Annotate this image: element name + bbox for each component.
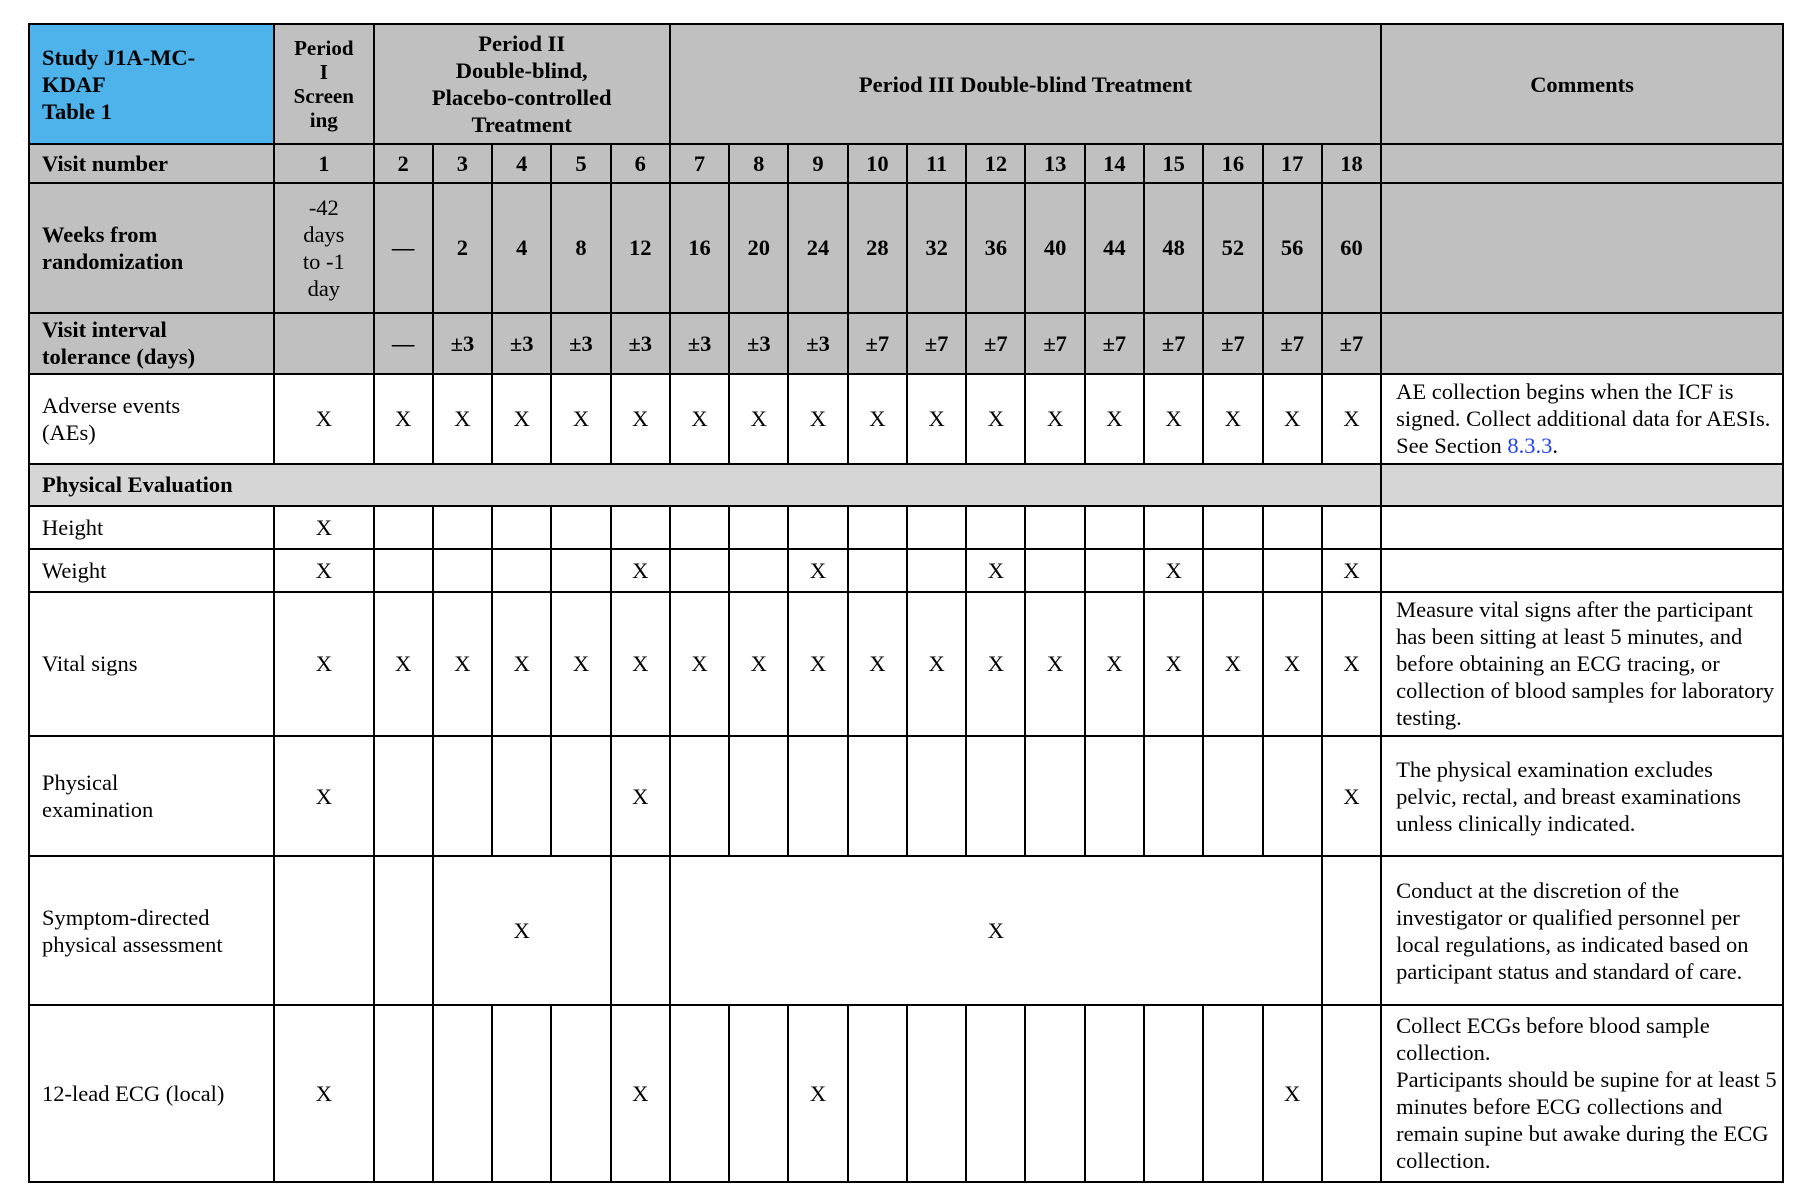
symptom-directed-comment: Conduct at the discretion of the investigator or qualified personnel per local regulations, as indicated based on participant status and standard of care. bbox=[1381, 856, 1783, 1005]
ecg-label: 12-lead ECG (local) bbox=[29, 1005, 274, 1182]
period-3-header: Period III Double-blind Treatment bbox=[670, 24, 1381, 144]
ecg-comment bbox=[1381, 1005, 1783, 1182]
weeks-cell: 4 bbox=[492, 183, 551, 313]
weeks-cell: 36 bbox=[966, 183, 1025, 313]
activity-mark: X bbox=[274, 592, 373, 736]
weeks-cell: 12 bbox=[611, 183, 670, 313]
vital-signs-comment: Measure vital signs after the participant has been sitting at least 5 minutes, and before obtaining an ECG tracing, or collection of blood samples for laboratory testing. bbox=[1381, 592, 1783, 736]
activity-mark: X bbox=[551, 374, 610, 464]
activity-mark: X bbox=[433, 856, 611, 1005]
weeks-cell: 28 bbox=[848, 183, 907, 313]
activity-mark: X bbox=[1144, 592, 1203, 736]
period-2-line1: Period II bbox=[478, 31, 566, 57]
activity-mark: X bbox=[433, 374, 492, 464]
visit-number-cell: 15 bbox=[1144, 144, 1203, 183]
visit-number-cell: 16 bbox=[1203, 144, 1262, 183]
activity-mark: X bbox=[788, 592, 847, 736]
activity-mark: X bbox=[492, 374, 551, 464]
weeks-row bbox=[29, 183, 1783, 313]
activity-mark: X bbox=[966, 374, 1025, 464]
activity-mark: X bbox=[1203, 374, 1262, 464]
weeks-screening-line4: day bbox=[307, 275, 341, 301]
visit-number-cell: 11 bbox=[907, 144, 966, 183]
ecg-comment-line1: Collect ECGs before blood sample collection. bbox=[1396, 1013, 1710, 1066]
activity-mark: X bbox=[1203, 592, 1262, 736]
tolerance-cell: ±7 bbox=[1203, 313, 1262, 374]
physical-evaluation-section-row bbox=[29, 464, 1783, 507]
period-1-header bbox=[274, 24, 373, 144]
height-row bbox=[29, 506, 1783, 549]
visit-number-cell: 13 bbox=[1025, 144, 1084, 183]
ecg-row bbox=[29, 1005, 1783, 1182]
activity-mark: X bbox=[670, 856, 1322, 1005]
activity-mark: X bbox=[274, 374, 373, 464]
physical-examination-label-line1: Physical bbox=[42, 770, 119, 796]
physical-examination-label-line2: examination bbox=[42, 797, 154, 823]
activity-mark: X bbox=[611, 1005, 670, 1182]
tolerance-cell: ±7 bbox=[1322, 313, 1381, 374]
tolerance-label bbox=[29, 313, 274, 374]
symptom-directed-label bbox=[29, 856, 274, 1005]
symptom-directed-label-line1: Symptom-directed bbox=[42, 904, 210, 930]
tolerance-cell: ±7 bbox=[1025, 313, 1084, 374]
section-link[interactable]: 8.3.3 bbox=[1507, 433, 1553, 459]
weeks-cell: 60 bbox=[1322, 183, 1381, 313]
period-2-line3: Placebo-controlled bbox=[431, 85, 612, 111]
weeks-cell: 56 bbox=[1263, 183, 1322, 313]
visit-number-cell: 8 bbox=[729, 144, 788, 183]
weeks-cell: 2 bbox=[433, 183, 492, 313]
visit-number-cell: 4 bbox=[492, 144, 551, 183]
schedule-of-activities-table bbox=[28, 23, 1784, 1183]
weight-row bbox=[29, 549, 1783, 592]
physical-evaluation-heading: Physical Evaluation bbox=[29, 464, 1381, 507]
period-1-line3: Screen bbox=[293, 84, 354, 109]
tolerance-row bbox=[29, 313, 1783, 374]
study-id-line1: Study J1A-MC- bbox=[42, 44, 196, 70]
tolerance-cell: ±3 bbox=[670, 313, 729, 374]
tolerance-comment bbox=[1381, 313, 1783, 374]
weeks-cell: 20 bbox=[729, 183, 788, 313]
symptom-directed-label-line2: physical assessment bbox=[42, 931, 223, 957]
activity-mark: X bbox=[1322, 736, 1381, 856]
activity-mark: X bbox=[433, 592, 492, 736]
weeks-cell: 24 bbox=[788, 183, 847, 313]
activity-mark: X bbox=[1322, 592, 1381, 736]
tolerance-label-line1: Visit interval bbox=[42, 317, 167, 343]
activity-mark: X bbox=[274, 506, 373, 549]
visit-number-cell: 17 bbox=[1263, 144, 1322, 183]
weeks-label-line1: Weeks from bbox=[42, 221, 158, 247]
visit-number-cell: 6 bbox=[611, 144, 670, 183]
tolerance-cell: ±3 bbox=[729, 313, 788, 374]
symptom-directed-row bbox=[29, 856, 1783, 1005]
activity-mark: X bbox=[274, 549, 373, 592]
activity-mark: X bbox=[848, 592, 907, 736]
tolerance-cell: ±3 bbox=[611, 313, 670, 374]
activity-mark: X bbox=[1025, 592, 1084, 736]
activity-mark: X bbox=[374, 374, 433, 464]
weeks-cell: 32 bbox=[907, 183, 966, 313]
activity-mark: X bbox=[1085, 592, 1144, 736]
tolerance-label-line2: tolerance (days) bbox=[42, 344, 196, 370]
adverse-events-label bbox=[29, 374, 274, 464]
adverse-events-row bbox=[29, 374, 1783, 464]
visit-number-cell: 1 bbox=[274, 144, 373, 183]
activity-mark: X bbox=[907, 592, 966, 736]
weight-label: Weight bbox=[29, 549, 274, 592]
weeks-screening-line2: days bbox=[303, 221, 345, 247]
height-comment bbox=[1381, 506, 1783, 549]
activity-mark: X bbox=[788, 1005, 847, 1182]
period-2-line4: Treatment bbox=[471, 112, 572, 138]
vital-signs-row bbox=[29, 592, 1783, 736]
adverse-events-label-line2: (AEs) bbox=[42, 419, 96, 445]
height-label: Height bbox=[29, 506, 274, 549]
activity-mark: X bbox=[848, 374, 907, 464]
weeks-label bbox=[29, 183, 274, 313]
weeks-cell: 44 bbox=[1085, 183, 1144, 313]
tolerance-cell: ±3 bbox=[551, 313, 610, 374]
period-2-line2: Double-blind, bbox=[455, 58, 588, 84]
tolerance-cell: ±7 bbox=[1085, 313, 1144, 374]
activity-mark: X bbox=[1085, 374, 1144, 464]
activity-mark: X bbox=[611, 736, 670, 856]
weight-comment bbox=[1381, 549, 1783, 592]
tolerance-cell: ±3 bbox=[788, 313, 847, 374]
physical-examination-row bbox=[29, 736, 1783, 856]
activity-mark: X bbox=[1263, 374, 1322, 464]
activity-mark: X bbox=[274, 736, 373, 856]
period-1-line1: Period bbox=[294, 35, 354, 60]
adverse-events-label-line1: Adverse events bbox=[42, 392, 181, 418]
activity-mark: X bbox=[670, 592, 729, 736]
visit-number-label: Visit number bbox=[29, 144, 274, 183]
physical-evaluation-comment bbox=[1381, 464, 1783, 507]
activity-mark: X bbox=[611, 374, 670, 464]
activity-mark: X bbox=[1144, 374, 1203, 464]
tolerance-cell: — bbox=[374, 313, 433, 374]
weeks-cell: 52 bbox=[1203, 183, 1262, 313]
activity-mark: X bbox=[966, 592, 1025, 736]
adverse-events-comment-end: . bbox=[1552, 433, 1558, 459]
study-id-line2: KDAF bbox=[42, 71, 106, 97]
activity-mark: X bbox=[1322, 374, 1381, 464]
tolerance-cell: ±7 bbox=[1263, 313, 1322, 374]
visit-number-comment bbox=[1381, 144, 1783, 183]
visit-number-cell: 18 bbox=[1322, 144, 1381, 183]
weeks-cell: 40 bbox=[1025, 183, 1084, 313]
weeks-screening-line1: -42 bbox=[308, 194, 339, 220]
activity-mark: X bbox=[1025, 374, 1084, 464]
activity-mark: X bbox=[1144, 549, 1203, 592]
weeks-comment bbox=[1381, 183, 1783, 313]
physical-examination-comment: The physical examination excludes pelvic, rectal, and breast examinations unless clinically indicated. bbox=[1381, 736, 1783, 856]
activity-mark: X bbox=[374, 592, 433, 736]
weeks-cell: — bbox=[374, 183, 433, 313]
tolerance-screening-cell bbox=[274, 313, 373, 374]
activity-mark: X bbox=[551, 592, 610, 736]
period-1-line2: I bbox=[319, 59, 328, 84]
ecg-comment-line2: Participants should be supine for at least 5 minutes before ECG collections and remain supine but awake during the ECG collection. bbox=[1396, 1067, 1777, 1174]
visit-number-cell: 3 bbox=[433, 144, 492, 183]
activity-mark: X bbox=[274, 1005, 373, 1182]
visit-number-cell: 10 bbox=[848, 144, 907, 183]
adverse-events-comment-text: AE collection begins when the ICF is signed. Collect additional data for AESIs. See Section bbox=[1396, 379, 1771, 459]
weeks-cell: 8 bbox=[551, 183, 610, 313]
period-1-line4: ing bbox=[309, 108, 338, 133]
visit-number-cell: 2 bbox=[374, 144, 433, 183]
vital-signs-label: Vital signs bbox=[29, 592, 274, 736]
activity-mark: X bbox=[1263, 1005, 1322, 1182]
activity-mark: X bbox=[1322, 549, 1381, 592]
activity-mark: X bbox=[611, 549, 670, 592]
activity-mark: X bbox=[1263, 592, 1322, 736]
visit-number-row bbox=[29, 144, 1783, 183]
tolerance-cell: ±7 bbox=[966, 313, 1025, 374]
visit-number-cell: 7 bbox=[670, 144, 729, 183]
weeks-label-line2: randomization bbox=[42, 248, 184, 274]
activity-mark: X bbox=[788, 549, 847, 592]
visit-number-cell: 9 bbox=[788, 144, 847, 183]
activity-mark: X bbox=[670, 374, 729, 464]
activity-mark: X bbox=[907, 374, 966, 464]
activity-mark: X bbox=[729, 592, 788, 736]
tolerance-cell: ±7 bbox=[1144, 313, 1203, 374]
activity-mark: X bbox=[611, 592, 670, 736]
activity-mark: X bbox=[966, 549, 1025, 592]
period-2-header bbox=[374, 24, 670, 144]
activity-mark: X bbox=[492, 592, 551, 736]
weeks-screening-cell bbox=[274, 183, 373, 313]
table-number: Table 1 bbox=[42, 98, 112, 124]
tolerance-cell: ±7 bbox=[907, 313, 966, 374]
tolerance-cell: ±3 bbox=[433, 313, 492, 374]
period-header-row bbox=[29, 24, 1783, 144]
visit-number-cell: 14 bbox=[1085, 144, 1144, 183]
visit-number-cell: 12 bbox=[966, 144, 1025, 183]
weeks-cell: 16 bbox=[670, 183, 729, 313]
comments-header: Comments bbox=[1381, 24, 1783, 144]
weeks-screening-line3: to -1 bbox=[302, 248, 345, 274]
activity-mark: X bbox=[788, 374, 847, 464]
table-caption-cell bbox=[29, 24, 274, 144]
weeks-cell: 48 bbox=[1144, 183, 1203, 313]
visit-number-cell: 5 bbox=[551, 144, 610, 183]
tolerance-cell: ±7 bbox=[848, 313, 907, 374]
adverse-events-comment bbox=[1381, 374, 1783, 464]
physical-examination-label bbox=[29, 736, 274, 856]
tolerance-cell: ±3 bbox=[492, 313, 551, 374]
activity-mark: X bbox=[729, 374, 788, 464]
